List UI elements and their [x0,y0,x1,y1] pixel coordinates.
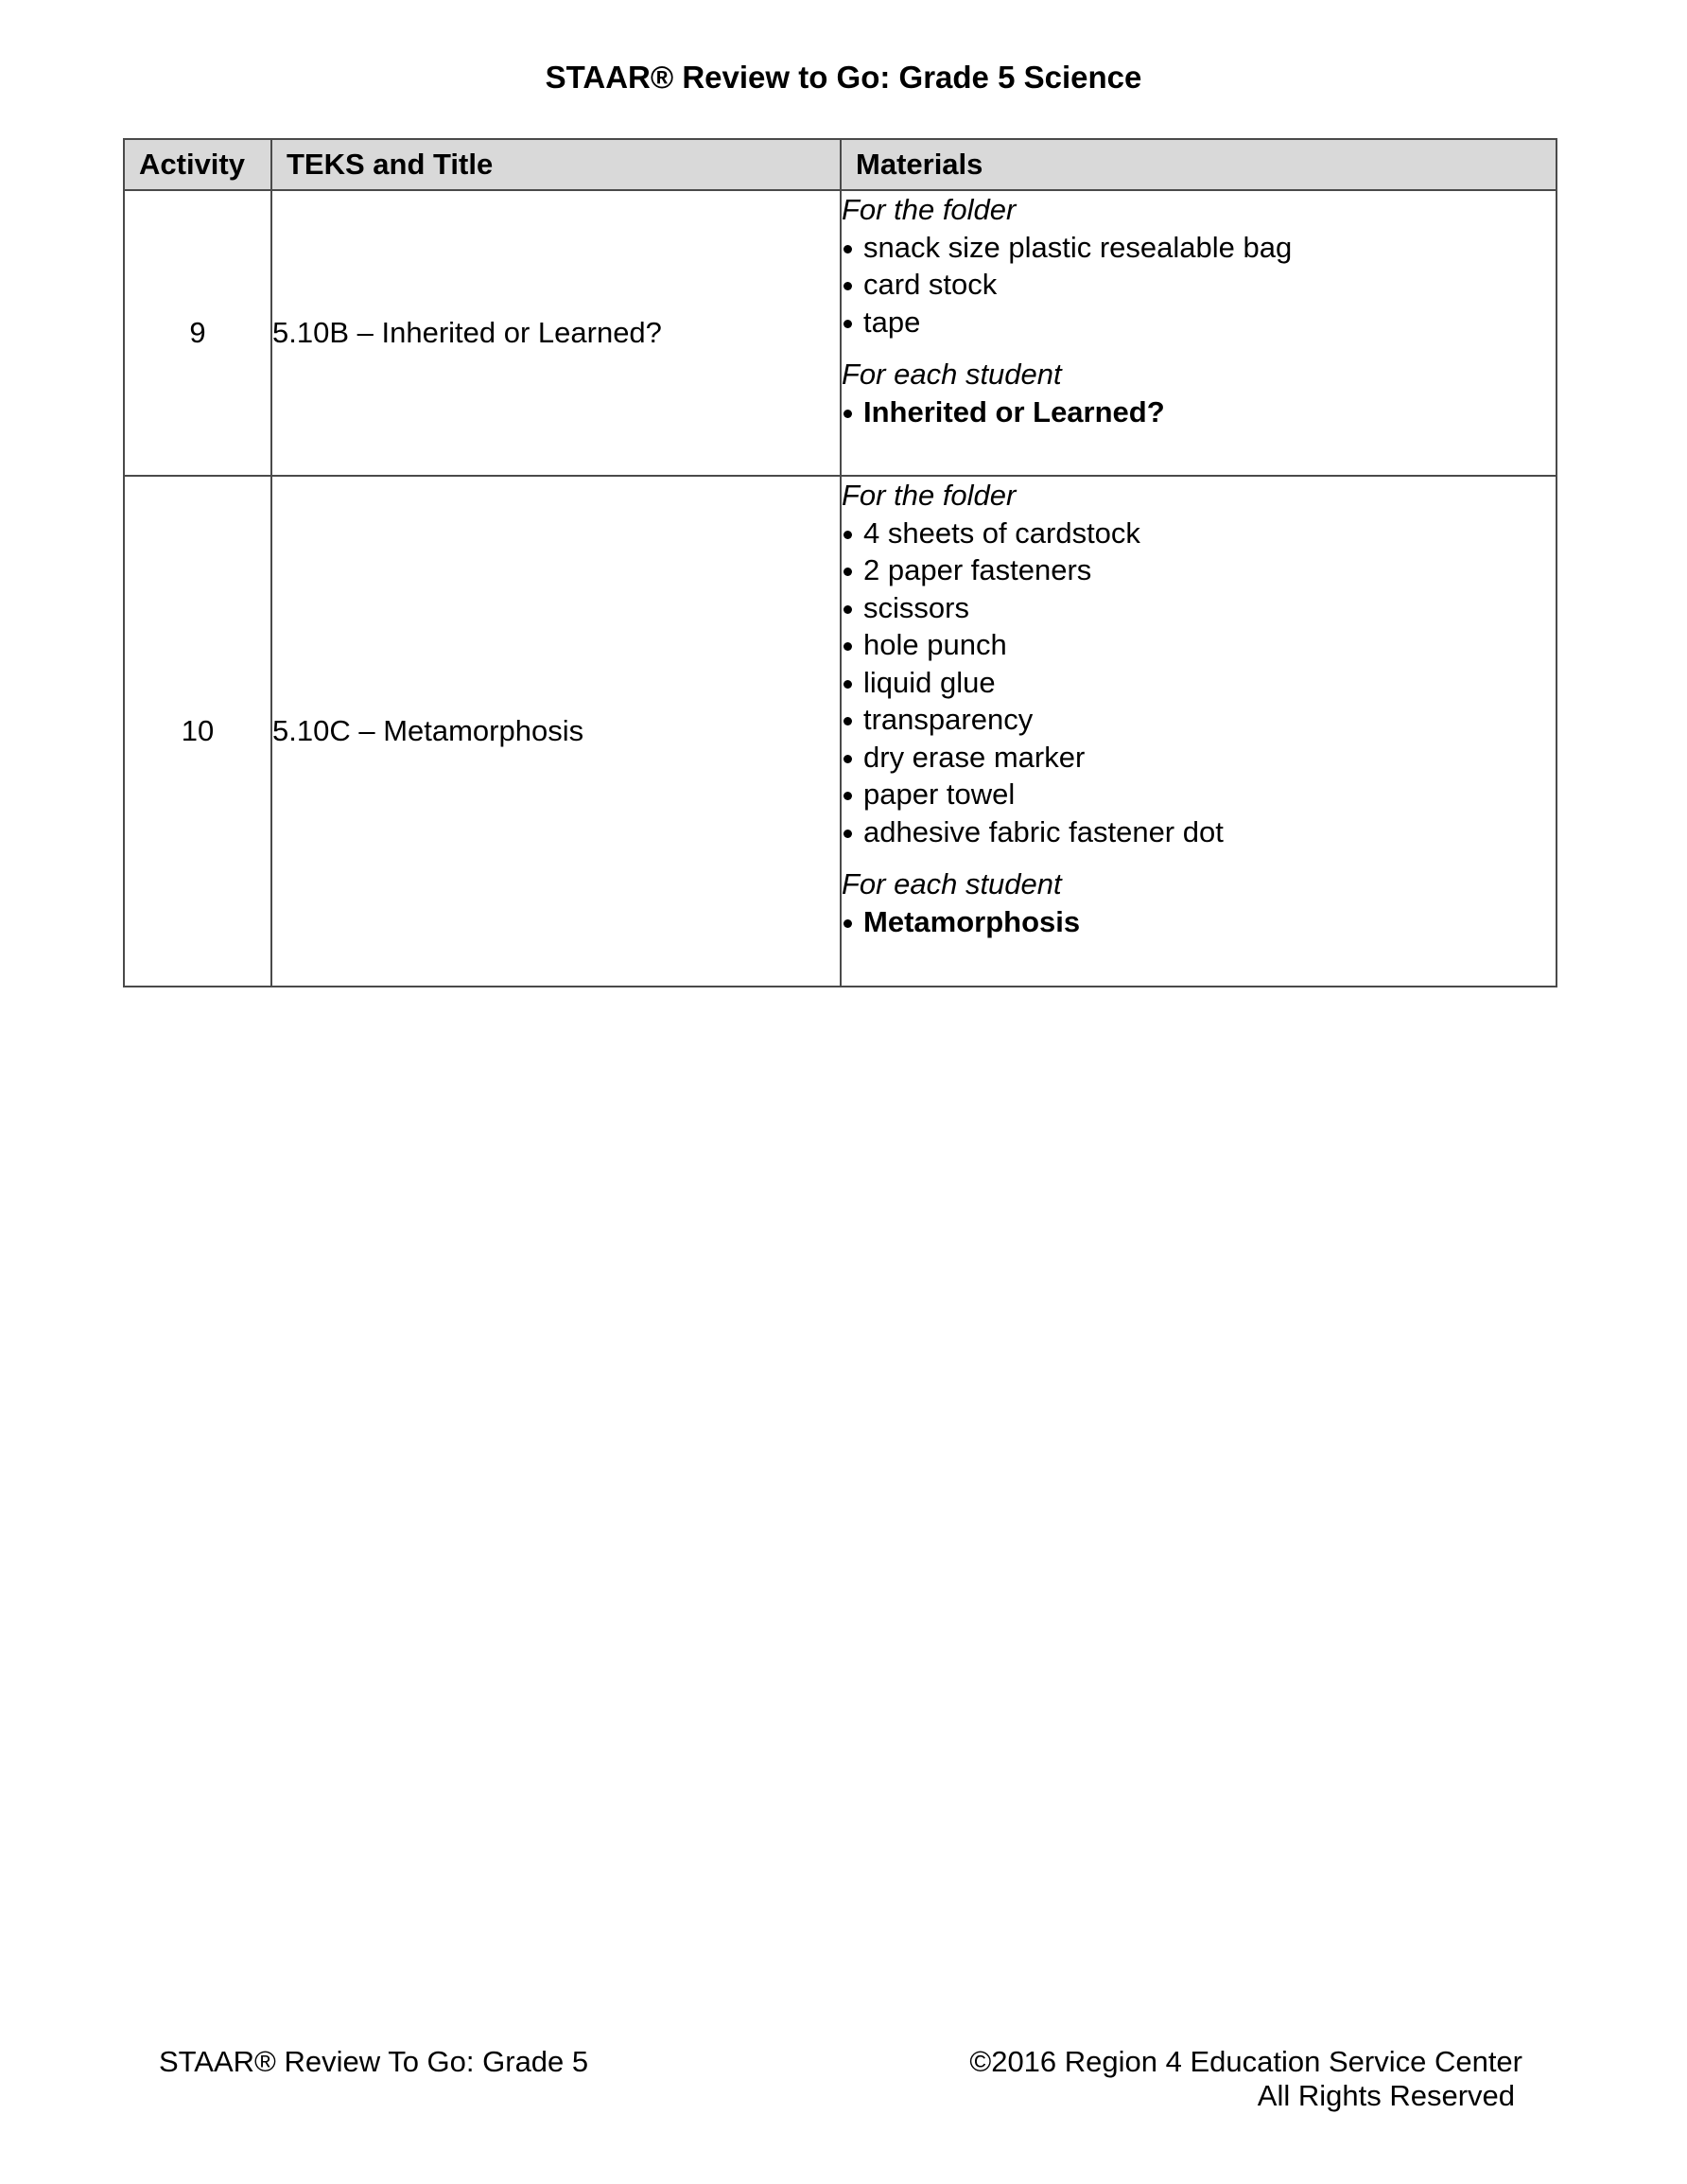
list-item: 2 paper fasteners [842,551,1556,589]
list-item: 4 sheets of cardstock [842,515,1556,552]
footer-right [927,2045,1522,2113]
materials-table [123,138,1557,987]
materials-cell [841,190,1557,476]
list-item: liquid glue [842,664,1556,702]
table-row [124,190,1557,476]
list-item: Inherited or Learned? [842,393,1556,431]
student-heading: For each student [842,358,1062,391]
footer-rights: All Rights Reserved [1257,2079,1515,2112]
page-title: STAAR® Review to Go: Grade 5 Science [545,60,1142,95]
activity-number: 10 [124,476,271,987]
teks-title: 5.10C – Metamorphosis [271,476,841,987]
header-materials: Materials [841,139,1557,190]
list-item: snack size plastic resealable bag [842,229,1556,267]
footer-copyright: ©2016 Region 4 Education Service Center [969,2045,1522,2078]
table-header-row [124,139,1557,190]
list-item: Metamorphosis [842,903,1556,941]
folder-heading: For the folder [842,193,1017,226]
table-row [124,476,1557,987]
folder-heading: For the folder [842,479,1017,512]
folder-items-list [842,515,1556,851]
student-heading: For each student [842,867,1062,900]
folder-items-list [842,229,1556,341]
student-items-list [842,393,1556,431]
activity-number: 9 [124,190,271,476]
footer-left-text: STAAR® Review To Go: Grade 5 [159,2045,589,2078]
list-item: dry erase marker [842,739,1556,777]
header-activity: Activity [124,139,271,190]
list-item: transparency [842,701,1556,739]
student-items-list [842,903,1556,941]
materials-cell [841,476,1557,987]
header-teks-title: TEKS and Title [271,139,841,190]
list-item: card stock [842,266,1556,304]
list-item: paper towel [842,776,1556,813]
list-item: adhesive fabric fastener dot [842,813,1556,851]
list-item: hole punch [842,626,1556,664]
teks-title: 5.10B – Inherited or Learned? [271,190,841,476]
list-item: scissors [842,589,1556,627]
list-item: tape [842,304,1556,341]
